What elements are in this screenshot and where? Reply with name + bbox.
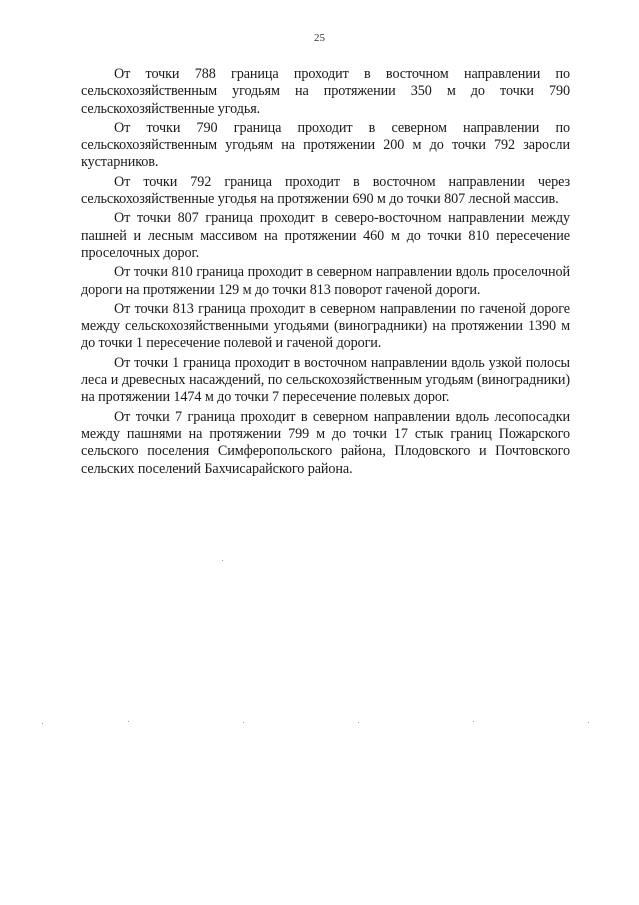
scan-speck (222, 560, 223, 561)
scan-speck (243, 722, 244, 723)
paragraph: От точки 813 граница проходит в северном направлении по гаченой дороге между сельскохозяйственными угодьями (виноградники) на протяжении 1390 м до точки 1 пересечение полевой и гаченой дороги. (81, 300, 570, 352)
paragraph: От точки 807 граница проходит в северо-восточном направлении между пашней и лесным массивом на протяжении 460 м до точки 810 пересечение проселочных дорог. (81, 210, 570, 261)
paragraph: От точки 1 граница проходит в восточном направлении вдоль узкой полосы леса и древесных насаждений, по сельскохозяйственным угодьям (виноградники) на протяжении 1474 м до точки 7 пересечение полевых дорог. (81, 354, 570, 406)
paragraph: От точки 810 граница проходит в северном направлении вдоль проселочной дороги на протяжении 129 м до точки 813 поворот гаченой дороги. (81, 264, 570, 298)
paragraph: От точки 790 граница проходит в северном направлении по сельскохозяйственным угодьям на протяжении 200 м до точки 792 заросли кустарников. (81, 119, 570, 171)
scan-speck (128, 721, 129, 722)
scan-speck (588, 722, 589, 723)
scan-speck (473, 721, 474, 722)
document-body (81, 66, 570, 480)
paragraph: От точки 788 граница проходит в восточном направлении по сельскохозяйственным угодьям на протяжении 350 м до точки 790 сельскохозяйственные угодья. (81, 66, 570, 117)
scan-speck (42, 723, 43, 724)
page-number: 25 (314, 32, 325, 44)
paragraph: От точки 7 граница проходит в северном направлении вдоль лесопосадки между пашнями на протяжении 799 м до точки 17 стык границ Пожарского сельского поселения Симферопольского района, Плодовского и Почтовского сельских поселений Бахчисарайского района. (81, 408, 570, 477)
paragraph: От точки 792 граница проходит в восточном направлении через сельскохозяйственные угодья на протяжении 690 м до точки 807 лесной массив. (81, 173, 570, 208)
scan-speck (358, 722, 359, 723)
